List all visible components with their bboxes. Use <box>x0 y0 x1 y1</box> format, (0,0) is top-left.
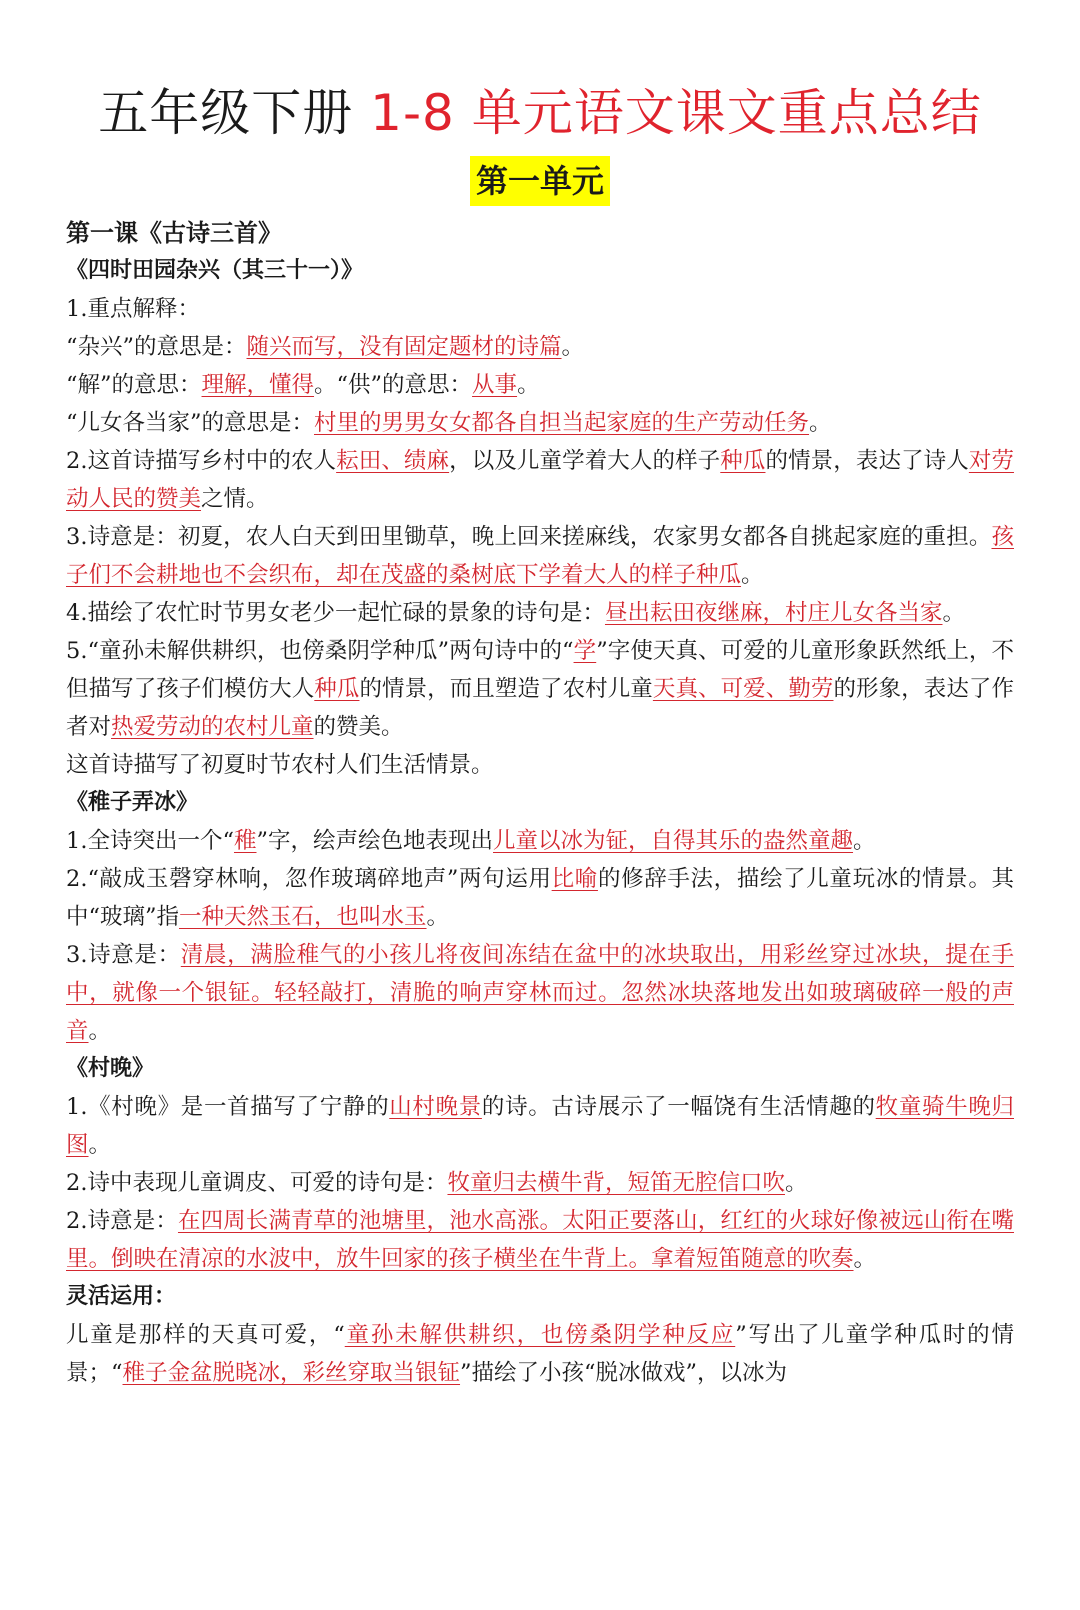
key-answer: 对劳动人民的赞美 <box>66 448 1014 512</box>
paragraph-text: “解”的意思： <box>66 372 202 398</box>
paragraph <box>66 594 1014 632</box>
paragraph <box>66 518 1014 594</box>
paragraph <box>66 746 1014 784</box>
key-answer: 儿童以冰为钲，自得其乐的盎然童趣 <box>493 828 854 854</box>
paragraph-text: 。 <box>561 334 585 360</box>
paragraph <box>66 290 1014 328</box>
section <box>66 1278 1014 1392</box>
key-answer: 从事 <box>472 372 518 398</box>
page-title <box>66 82 1014 144</box>
section <box>66 1050 1014 1278</box>
section-heading: 灵活运用： <box>66 1284 177 1309</box>
paragraph <box>66 328 1014 366</box>
paragraph <box>66 1088 1014 1164</box>
paragraph-text: 。 <box>853 828 876 854</box>
key-answer: 昼出耘田夜继麻，村庄儿女各当家 <box>604 600 943 626</box>
paragraph-text: 2.这首诗描写乡村中的农人 <box>66 448 337 474</box>
paragraph-text: 1.全诗突出一个“ <box>66 828 234 854</box>
paragraph-text: 。 <box>88 1018 112 1044</box>
paragraph-text: 。 <box>88 1132 112 1158</box>
paragraph-text: 的情景，表达了诗人 <box>765 448 969 474</box>
paragraph <box>66 366 1014 404</box>
key-answer: 牧童骑牛晚归图 <box>66 1094 1014 1158</box>
paragraph-text: 这首诗描写了初夏时节农村人们生活情景。 <box>66 752 494 778</box>
paragraph-text: 。 <box>784 1170 808 1196</box>
paragraph-text: 的赞美。 <box>313 714 404 740</box>
document-page <box>0 82 1080 1610</box>
section-heading: 《村晚》 <box>66 1056 155 1081</box>
paragraph-text: 的情景，而且塑造了农村儿童 <box>359 676 653 702</box>
key-answer: 理解，懂得 <box>201 372 315 398</box>
paragraph-text: 的修辞手法，描绘了儿童玩冰的情景。其中“玻璃”指 <box>66 866 1014 930</box>
paragraph-text: ”字，绘声绘色地表现出 <box>256 828 494 854</box>
paragraph-text: 儿童是那样的天真可爱，“ <box>66 1322 345 1348</box>
section <box>66 784 1014 1050</box>
key-answer: 牧童归去横牛背，短笛无腔信口吹 <box>447 1170 785 1196</box>
paragraph <box>66 1316 1014 1392</box>
paragraph-text: “儿女各当家”的意思是： <box>66 410 315 436</box>
key-answer: 稚 <box>233 828 257 854</box>
paragraph <box>66 1202 1014 1278</box>
paragraph-text: 3.诗意是： <box>66 942 181 968</box>
paragraph-text: ”字使天真、可爱的儿童形象跃然纸上，不但描写了孩子们模仿大人 <box>66 638 1014 702</box>
paragraph-text: 2.诗意是： <box>66 1208 178 1234</box>
paragraph-text: ”写出了儿童学种瓜时的情景；“ <box>66 1322 1014 1386</box>
paragraph-text: ”描绘了小孩“脱冰做戏”，以冰为 <box>460 1360 788 1386</box>
paragraph-text: 3.诗意是：初夏，农人白天到田里锄草，晚上回来搓麻线，农家男女都各自挑起家庭的重担。 <box>66 524 992 550</box>
paragraph-text: 。 <box>853 1246 877 1272</box>
key-answer: 在四周长满青草的池塘里，池水高涨。太阳正要落山，红红的火球好像被远山衔在嘴里。倒映在清凉的水波中，放牛回家的孩子横坐在牛背上。拿着短笛随意的吹奏 <box>66 1208 1014 1272</box>
key-answer: 孩子们不会耕地也不会织布，却在茂盛的桑树底下学着大人的样子种瓜 <box>66 524 1014 588</box>
paragraph-text: 。 <box>517 372 540 398</box>
lesson-title: 第一课《古诗三首》 <box>66 219 282 247</box>
paragraph-text: 2.“敲成玉磬穿林响，忽作玻璃碎地声”两句运用 <box>66 866 552 892</box>
key-answer: 山村晚景 <box>389 1094 482 1120</box>
paragraph-text: 。 <box>741 562 764 588</box>
paragraph-text: 。 <box>809 410 832 436</box>
paragraph <box>66 632 1014 746</box>
key-answer: 一种天然玉石，也叫水玉 <box>179 904 427 930</box>
paragraph-text: “杂兴”的意思是： <box>66 334 247 360</box>
paragraph-text: 1.《村晚》是一首描写了宁静的 <box>66 1094 390 1120</box>
key-answer: 热爱劳动的农村儿童 <box>111 714 314 740</box>
paragraph-text: 。“供”的意思： <box>314 372 473 398</box>
key-answer: 种瓜 <box>314 676 360 702</box>
key-answer: 村里的男男女女都各自担当起家庭的生产劳动任务 <box>314 410 810 436</box>
paragraph <box>66 442 1014 518</box>
paragraph-text: ，以及儿童学着大人的样子 <box>449 448 721 474</box>
paragraph-text: 2.诗中表现儿童调皮、可爱的诗句是： <box>66 1170 448 1196</box>
key-answer: 清晨，满脸稚气的小孩儿将夜间冻结在盆中的冰块取出，用彩丝穿过冰块，提在手中，就像一个银钲。轻轻敲打，清脆的响声穿林而过。忽然冰块落地发出如玻璃破碎一般的声音 <box>66 942 1014 1044</box>
key-answer: 稚子金盆脱晓冰，彩丝穿取当银钲 <box>122 1360 461 1386</box>
paragraph-text: 5.“童孙未解供耕织，也傍桑阴学种瓜”两句诗中的“ <box>66 638 574 664</box>
paragraph-text: 的形象，表达了作者对 <box>66 676 1014 740</box>
section-heading: 《稚子弄冰》 <box>66 790 199 815</box>
key-answer: 耘田、绩麻 <box>336 448 450 474</box>
section-heading: 《四时田园杂兴（其三十一）》 <box>66 258 364 283</box>
paragraph-text: 4.描绘了农忙时节男女老少一起忙碌的景象的诗句是： <box>66 600 605 626</box>
key-answer: 学 <box>573 638 597 664</box>
paragraph <box>66 936 1014 1050</box>
unit-label-wrap <box>66 156 1014 212</box>
key-answer: 童孙未解供耕织，也傍桑阴学种反应 <box>344 1322 736 1348</box>
paragraph-text: 的诗。古诗展示了一幅饶有生活情趣的 <box>481 1094 876 1120</box>
page-title-grade: 五年级下册 <box>98 84 371 142</box>
paragraph <box>66 1164 1014 1202</box>
unit-label: 第一单元 <box>470 156 610 206</box>
key-answer: 种瓜 <box>720 448 766 474</box>
key-answer: 比喻 <box>551 866 598 892</box>
paragraph-text: 。 <box>426 904 450 930</box>
paragraph-text: 之情。 <box>201 486 269 512</box>
paragraph <box>66 822 1014 860</box>
paragraph <box>66 860 1014 936</box>
sections-container <box>66 252 1014 1392</box>
section <box>66 252 1014 784</box>
key-answer: 随兴而写，没有固定题材的诗篇 <box>246 334 562 360</box>
paragraph <box>66 404 1014 442</box>
paragraph-text: 。 <box>942 600 965 626</box>
paragraph-text: 1.重点解释： <box>66 296 200 322</box>
page-title-topic: 1-8 单元语文课文重点总结 <box>370 84 982 142</box>
key-answer: 天真、可爱、勤劳 <box>652 676 834 702</box>
